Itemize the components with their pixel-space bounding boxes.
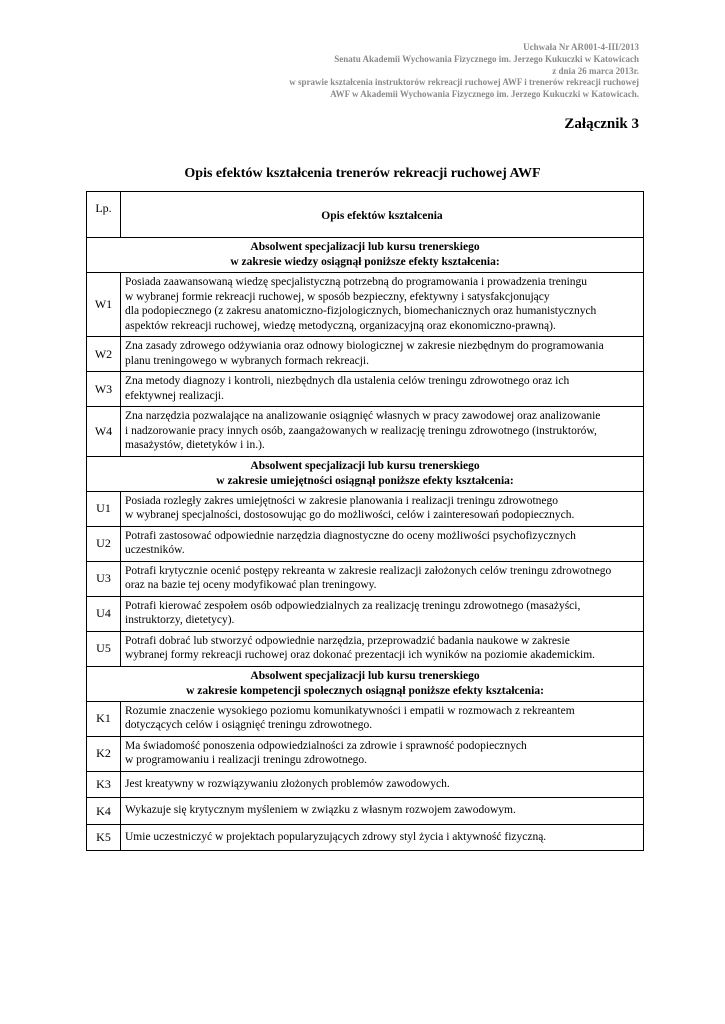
table-row: [87, 372, 644, 407]
outcome-description: [121, 526, 644, 561]
page-title: Opis efektów kształcenia trenerów rekreacji ruchowej AWF: [184, 166, 541, 181]
outcome-description-line: instruktorzy, dietetycy).: [125, 614, 235, 626]
outcome-code: W3: [87, 372, 121, 407]
section-heading-row: [87, 238, 644, 273]
outcome-description-line: uczestników.: [125, 544, 185, 556]
outcome-code: K2: [87, 736, 121, 771]
outcome-description-line: Zna metody diagnozy i kontroli, niezbędnych dla ustalenia celów treningu zdrowotnego oraz ich: [125, 375, 570, 387]
section-heading: [87, 456, 644, 491]
header-line: w sprawie kształcenia instruktorów rekreacji ruchowej AWF i trenerów rekreacji ruchowej: [289, 77, 639, 88]
outcome-description-line: aspektów rekreacji ruchowej, wiedzę metodyczną, organizacyjną oraz ekonomiczno-prawną).: [125, 319, 556, 332]
table-header-row: [87, 192, 644, 238]
table-row: [87, 491, 644, 526]
table-row: [87, 526, 644, 561]
outcome-code: U2: [87, 526, 121, 561]
section-heading-line: Absolwent specjalizacji lub kursu trenerskiego: [250, 459, 480, 472]
table-row: [87, 596, 644, 631]
outcome-description-line: Potrafi kierować zespołem osób odpowiedzialnych za realizację treningu zdrowotnego (masażyści,: [125, 599, 581, 612]
outcome-description: [121, 561, 644, 596]
outcome-description-line: Potrafi dobrać lub stworzyć odpowiednie narzędzia, przeprowadzić badania naukowe w zakresie: [125, 634, 570, 647]
outcome-description: [121, 824, 644, 851]
section-heading: [87, 666, 644, 701]
column-header-description: Opis efektów kształcenia: [121, 192, 644, 238]
outcome-description-line: Ma świadomość ponoszenia odpowiedzialności za zdrowie i sprawność podopiecznych: [125, 739, 527, 752]
section-heading: [87, 238, 644, 273]
outcome-description: [121, 798, 644, 825]
table-row: [87, 631, 644, 666]
table-row: [87, 273, 644, 337]
outcome-description-line: oraz na bazie tej oceny modyfikować plan treningowy.: [125, 579, 377, 591]
document-header: [289, 42, 639, 101]
outcome-description-line: w wybranej formie rekreacji ruchowej, w sposób bezpieczny, efektywny i satysfakcjonujący: [125, 290, 550, 303]
outcome-description-line: Rozumie znaczenie wysokiego poziomu komunikatywności i empatii w rozmowach z rekreantem: [125, 704, 575, 717]
table-body: [87, 238, 644, 851]
outcome-description: [121, 337, 644, 372]
section-heading-row: [87, 666, 644, 701]
section-heading-line: w zakresie wiedzy osiągnął poniższe efekty kształcenia:: [230, 256, 500, 268]
outcome-description-line: Wykazuje się krytycznym myśleniem w związku z własnym rozwojem zawodowym.: [125, 804, 516, 816]
table-row: [87, 736, 644, 771]
outcome-description-line: planu treningowego w wybranych formach rekreacji.: [125, 354, 369, 367]
section-heading-row: [87, 456, 644, 491]
outcome-description: [121, 771, 644, 798]
outcome-code: W2: [87, 337, 121, 372]
outcome-description-line: Posiada rozległy zakres umiejętności w zakresie planowania i realizacji treningu zdrowotnego: [125, 494, 559, 507]
outcome-description-line: Posiada zaawansowaną wiedzę specjalistyczną potrzebną do programowania i prowadzenia treningu: [125, 276, 588, 288]
outcome-code: K1: [87, 701, 121, 736]
table-row: [87, 798, 644, 825]
outcome-description-line: Umie uczestniczyć w projektach popularyzujących zdrowy styl życia i aktywność fizyczną.: [125, 830, 547, 843]
header-line: Senatu Akademii Wychowania Fizycznego im. Jerzego Kukuczki w Katowicach: [334, 53, 639, 64]
outcome-description-line: Zna zasady zdrowego odżywiania oraz odnowy biologicznej w zakresie niezbędnym do programowania: [125, 340, 604, 352]
section-heading-line: Absolwent specjalizacji lub kursu trenerskiego: [250, 241, 480, 253]
outcome-description-line: dotyczących celów i osiągnięć treningu zdrowotnego.: [125, 719, 373, 731]
header-line: AWF w Akademii Wychowania Fizycznego im. Jerzego Kukuczki w Katowicach.: [330, 89, 639, 100]
table-row: [87, 407, 644, 457]
outcome-description: [121, 736, 644, 771]
outcome-description: [121, 273, 644, 337]
table-row: [87, 337, 644, 372]
outcome-code: K5: [87, 824, 121, 851]
outcome-description-line: Potrafi krytycznie ocenić postępy rekreanta w zakresie realizacji założonych celów treningu zdrowotnego: [125, 564, 612, 577]
outcome-code: K4: [87, 798, 121, 825]
outcome-description-line: dla podopiecznego (z zakresu anatomiczno-fizjologicznych, biomechanicznych oraz humanistycznych: [125, 305, 597, 317]
outcome-description-line: i nadzorowanie pracy innych osób, zaangażowanych w realizację treningu zdrowotnego (instruktorów,: [125, 424, 597, 437]
outcome-description: [121, 631, 644, 666]
section-heading-line: Absolwent specjalizacji lub kursu trenerskiego: [250, 669, 480, 682]
outcome-description: [121, 372, 644, 407]
header-line: z dnia 26 marca 2013r.: [552, 65, 639, 76]
table-row: [87, 561, 644, 596]
section-heading-line: w zakresie kompetencji społecznych osiągnął poniższe efekty kształcenia:: [186, 684, 544, 697]
outcome-description-line: Zna narzędzia pozwalające na analizowanie osiągnięć własnych w pracy zawodowej oraz analizowanie: [125, 410, 601, 422]
outcome-description: [121, 701, 644, 736]
column-header-lp: Lp.: [87, 192, 121, 238]
table-row: [87, 824, 644, 851]
outcome-description-line: w programowaniu i realizacji treningu zdrowotnego.: [125, 754, 368, 766]
outcome-description-line: w wybranej specjalności, dostosowując go do możliwości, celów i zainteresowań podopiecznych.: [125, 509, 575, 521]
outcome-description: [121, 407, 644, 457]
outcome-description-line: wybranej formy rekreacji ruchowej oraz dokonać prezentacji ich wyników na poziomie akademickim.: [125, 649, 596, 661]
outcome-code: U4: [87, 596, 121, 631]
header-line: Uchwała Nr AR001-4-III/2013: [523, 42, 639, 52]
annex-label: Załącznik 3: [564, 116, 639, 132]
outcome-description-line: masażystów, dietetyków i in.).: [125, 439, 265, 451]
outcome-code: K3: [87, 771, 121, 798]
section-heading-line: w zakresie umiejętności osiągnął poniższe efekty kształcenia:: [216, 474, 514, 487]
outcome-code: W4: [87, 407, 121, 457]
table-row: [87, 701, 644, 736]
outcome-description-line: Jest kreatywny w rozwiązywaniu złożonych problemów zawodowych.: [125, 777, 450, 790]
learning-outcomes-table: [86, 191, 644, 851]
outcome-code: U3: [87, 561, 121, 596]
outcome-description: [121, 491, 644, 526]
outcome-code: U5: [87, 631, 121, 666]
outcome-description-line: efektywnej realizacji.: [125, 389, 224, 402]
outcome-description: [121, 596, 644, 631]
table-row: [87, 771, 644, 798]
outcome-code: W1: [87, 273, 121, 337]
outcome-description-line: Potrafi zastosować odpowiednie narzędzia diagnostyczne do oceny możliwości psychofizycznych: [125, 529, 576, 542]
outcome-code: U1: [87, 491, 121, 526]
